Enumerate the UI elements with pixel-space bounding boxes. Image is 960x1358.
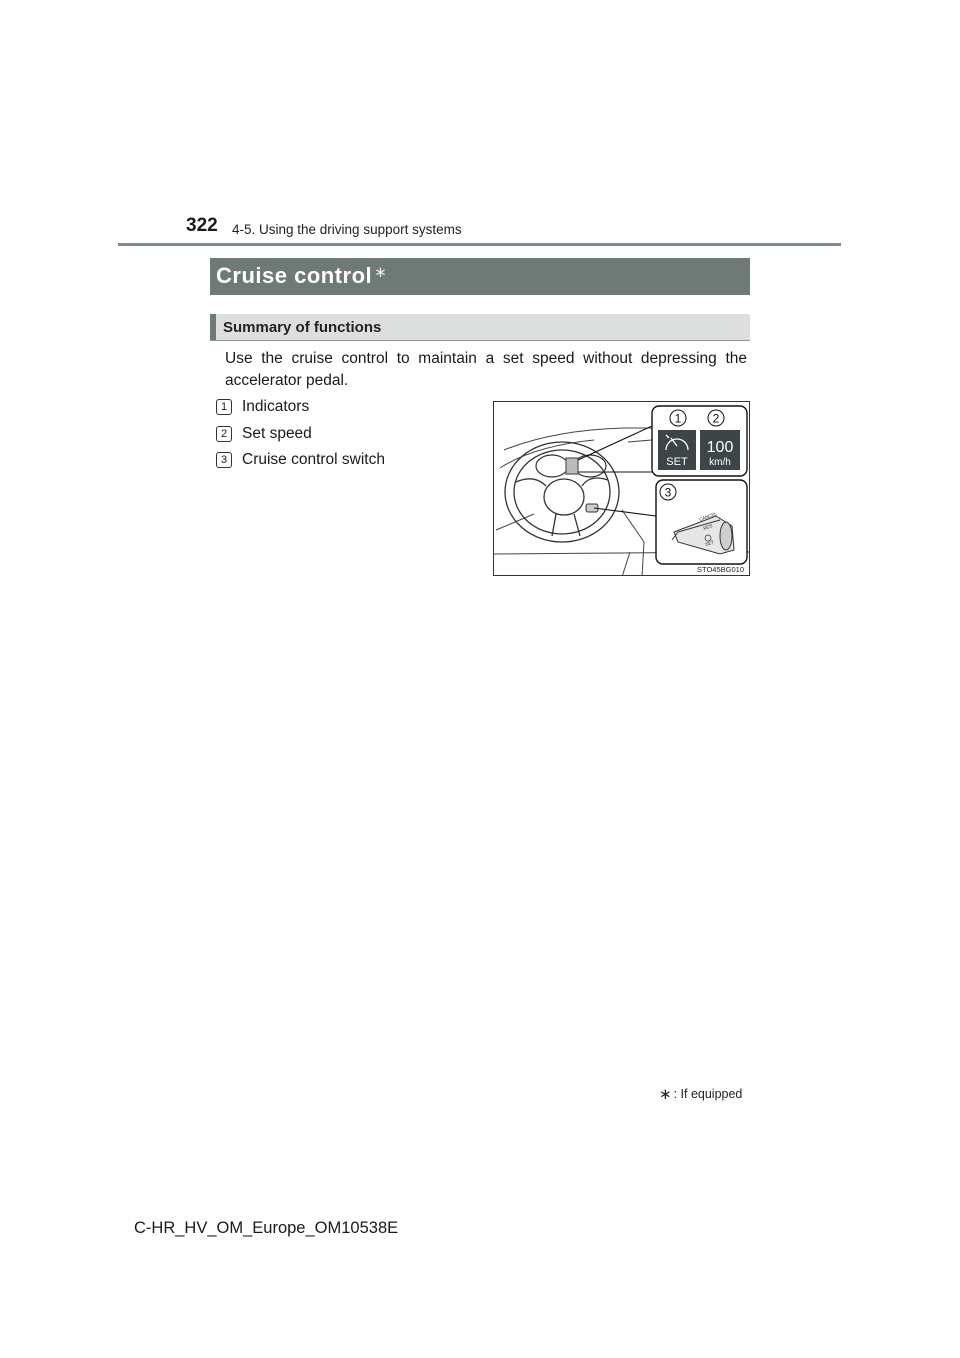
callout-number-1: 1 [674,411,682,426]
section-path: 4-5. Using the driving support systems [232,222,462,237]
legend-item [216,424,312,444]
legend-number: 3 [216,452,232,468]
subsection-title: Summary of functions [223,319,382,336]
set-speed-unit: km/h [709,457,731,468]
figure-code: STO45BG010 [697,565,744,574]
legend-number: 1 [216,399,232,415]
callout-number-2: 2 [712,411,720,426]
legend-item [216,450,385,470]
if-equipped-asterisk: ∗ [374,264,388,281]
cruise-control-figure [493,401,750,576]
set-speed-value: 100 [706,439,734,456]
switch-cancel-label: CANCEL [698,510,718,522]
title-bar [210,258,750,295]
subsection-bar [210,314,750,341]
subsection-accent [210,314,216,340]
page-number: 322 [186,215,218,236]
switch-set-label: SET [704,539,715,547]
legend-item [216,397,309,417]
cockpit-illustration [494,402,750,576]
legend-label: Cruise control switch [242,451,385,468]
legend-label: Indicators [242,398,310,415]
switch-res-label: RES [702,523,714,531]
footnote [659,1085,742,1103]
document-code: C-HR_HV_OM_Europe_OM10538E [134,1219,399,1237]
header-rule [118,243,841,246]
page-title-text: Cruise control [216,263,373,288]
footnote-star: ∗ [659,1086,672,1103]
leader-lines [578,426,656,516]
legend-number: 2 [216,426,232,442]
page-title [216,263,387,289]
instrument-cluster [536,455,606,477]
footnote-text: : If equipped [673,1087,743,1101]
set-indicator-label: SET [666,456,688,468]
callout-number-3: 3 [664,485,672,500]
intro-paragraph: Use the cruise control to maintain a set speed without depressing the accelerator pedal. [225,350,747,389]
legend-label: Set speed [242,425,312,442]
